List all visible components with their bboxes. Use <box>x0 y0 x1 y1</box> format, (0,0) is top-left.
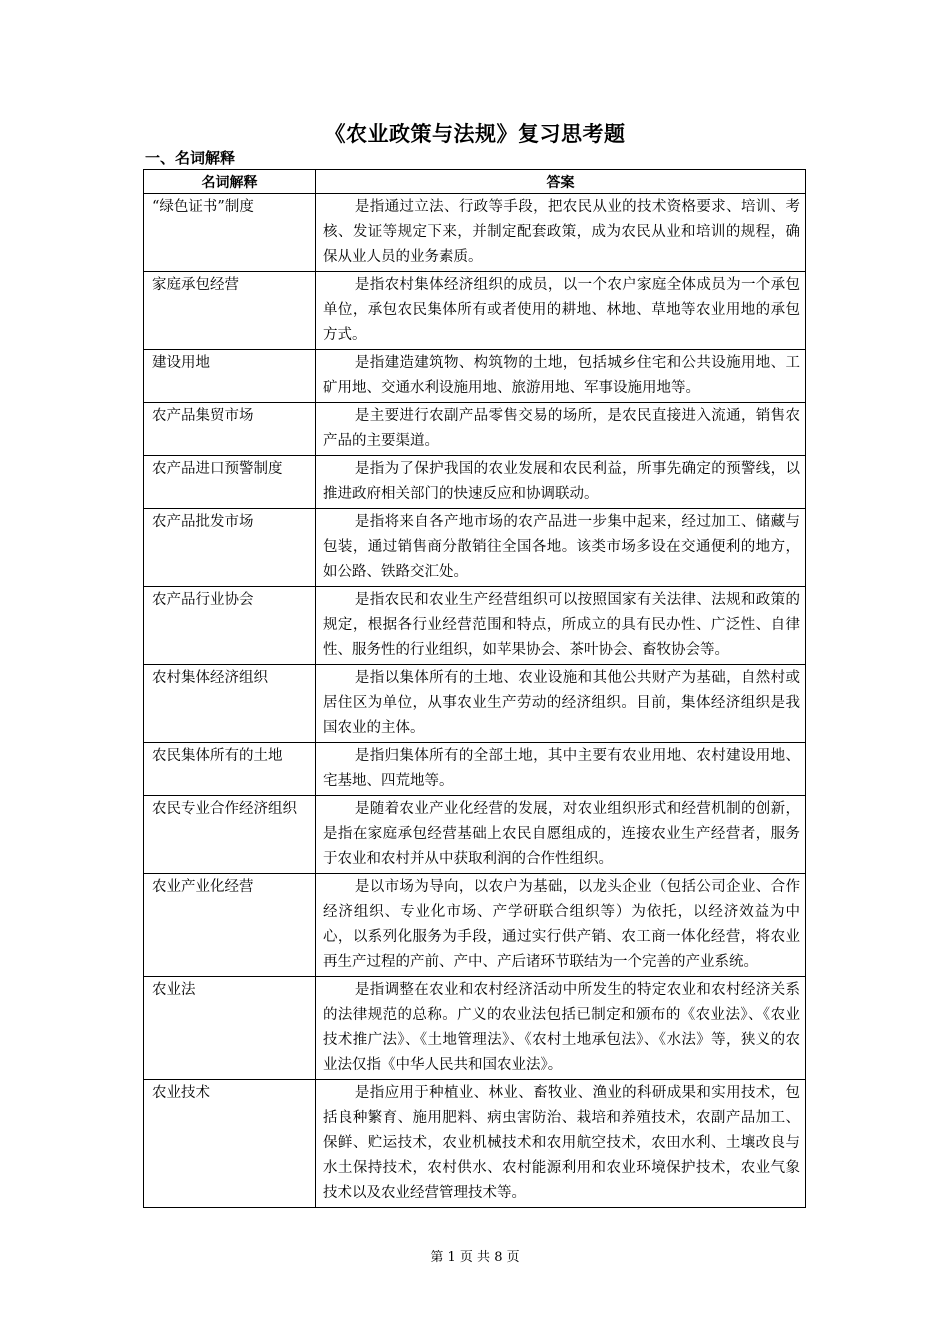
page-title: 《农业政策与法规》复习思考题 <box>324 122 626 146</box>
answer-cell: 是指农村集体经济组织的成员，以一个农户家庭全体成员为一个承包单位，承包农民集体所有或者使用的耕地、林地、草地等农业用地的承包方式。 <box>316 272 806 350</box>
answer-cell: 是主要进行农副产品零售交易的场所，是农民直接进入流通，销售农产品的主要渠道。 <box>316 403 806 456</box>
table-header-row <box>144 170 806 194</box>
term-cell: 农村集体经济组织 <box>144 665 316 743</box>
answer-cell: 是指通过立法、行政等手段，把农民从业的技术资格要求、培训、考核、发证等规定下来，并制定配套政策，成为农民从业和培训的规程，确保从业人员的业务素质。 <box>316 194 806 272</box>
table-row <box>144 194 806 272</box>
term-cell: 农业产业化经营 <box>144 874 316 977</box>
table-row <box>144 665 806 743</box>
term-cell: 农产品集贸市场 <box>144 403 316 456</box>
table-row <box>144 272 806 350</box>
table-row <box>144 350 806 403</box>
term-cell: 家庭承包经营 <box>144 272 316 350</box>
term-cell: 农产品行业协会 <box>144 587 316 665</box>
header-answer: 答案 <box>316 170 806 194</box>
glossary-table <box>143 169 806 1208</box>
term-cell: 农业技术 <box>144 1080 316 1208</box>
table-row <box>144 587 806 665</box>
term-cell: 建设用地 <box>144 350 316 403</box>
answer-cell: 是指农民和农业生产经营组织可以按照国家有关法律、法规和政策的规定，根据各行业经营范围和特点，所成立的具有民办性、广泛性、自律性、服务性的行业组织，如苹果协会、茶叶协会、畜牧协会等。 <box>316 587 806 665</box>
table-row <box>144 977 806 1080</box>
answer-cell: 是指将来自各产地市场的农产品进一步集中起来，经过加工、储藏与包装，通过销售商分散销往全国各地。该类市场多设在交通便利的地方，如公路、铁路交汇处。 <box>316 509 806 587</box>
table-row <box>144 456 806 509</box>
answer-cell: 是随着农业产业化经营的发展，对农业组织形式和经营机制的创新，是指在家庭承包经营基础上农民自愿组成的，连接农业生产经营者，服务于农业和农村并从中获取利润的合作性组织。 <box>316 796 806 874</box>
answer-cell: 是指以集体所有的土地、农业设施和其他公共财产为基础，自然村或居住区为单位，从事农业生产劳动的经济组织。目前，集体经济组织是我国农业的主体。 <box>316 665 806 743</box>
table-row <box>144 874 806 977</box>
term-cell: “绿色证书”制度 <box>144 194 316 272</box>
answer-cell: 是指调整在农业和农村经济活动中所发生的特定农业和农村经济关系的法律规范的总称。广义的农业法包括已制定和颁布的《农业法》、《农业技术推广法》、《土地管理法》、《农村土地承包法》、《水法》等，狭义的农业法仅指《中华人民共和国农业法》。 <box>316 977 806 1080</box>
table-row <box>144 509 806 587</box>
term-cell: 农民集体所有的土地 <box>144 743 316 796</box>
answer-cell: 是指归集体所有的全部土地，其中主要有农业用地、农村建设用地、宅基地、四荒地等。 <box>316 743 806 796</box>
term-cell: 农民专业合作经济组织 <box>144 796 316 874</box>
header-term: 名词解释 <box>144 170 316 194</box>
section-heading: 一、名词解释 <box>145 149 236 167</box>
answer-cell: 是指建造建筑物、构筑物的土地，包括城乡住宅和公共设施用地、工矿用地、交通水利设施用地、旅游用地、军事设施用地等。 <box>316 350 806 403</box>
answer-cell: 是指应用于种植业、林业、畜牧业、渔业的科研成果和实用技术，包括良种繁育、施用肥料、病虫害防治、栽培和养殖技术，农副产品加工、保鲜、贮运技术，农业机械技术和农用航空技术，农田水利、土壤改良与水土保持技术，农村供水、农村能源利用和农业环境保护技术，农业气象技术以及农业经营管理技术等。 <box>316 1080 806 1208</box>
table-row <box>144 1080 806 1208</box>
page-footer: 第 1 页 共 8 页 <box>430 1250 520 1265</box>
term-cell: 农产品进口预警制度 <box>144 456 316 509</box>
table-row <box>144 743 806 796</box>
answer-cell: 是指为了保护我国的农业发展和农民利益，所事先确定的预警线，以推进政府相关部门的快速反应和协调联动。 <box>316 456 806 509</box>
term-cell: 农业法 <box>144 977 316 1080</box>
table-row <box>144 403 806 456</box>
answer-cell: 是以市场为导向，以农户为基础，以龙头企业（包括公司企业、合作经济组织、专业化市场、产学研联合组织等）为依托，以经济效益为中心，以系列化服务为手段，通过实行供产销、农工商一体化经营，将农业再生产过程的产前、产中、产后诸环节联结为一个完善的产业系统。 <box>316 874 806 977</box>
table-row <box>144 796 806 874</box>
term-cell: 农产品批发市场 <box>144 509 316 587</box>
